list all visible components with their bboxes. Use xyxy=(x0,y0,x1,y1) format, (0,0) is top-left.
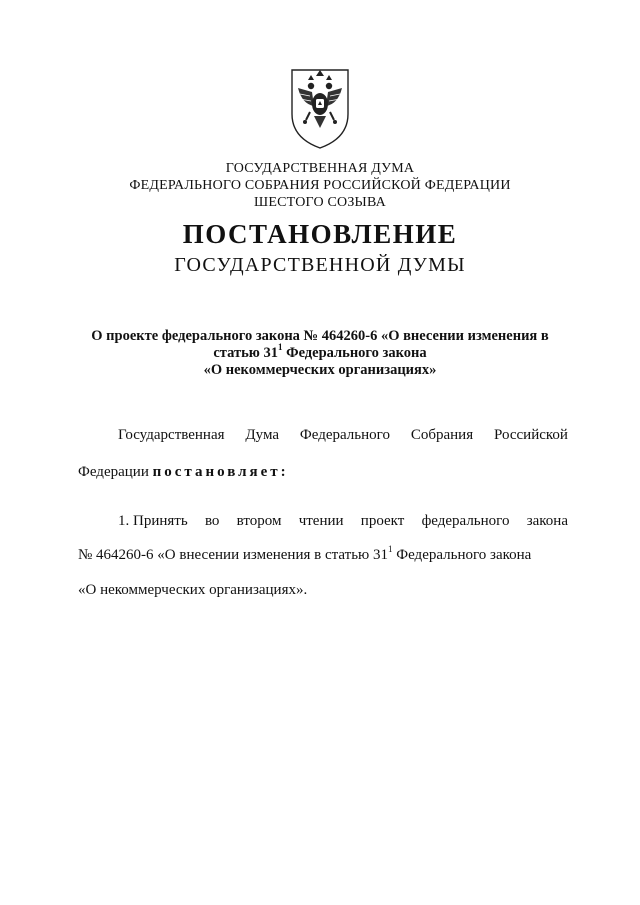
issuing-body-header xyxy=(0,160,640,211)
document-subject xyxy=(0,328,640,379)
subject-line-1: О проекте федерального закона № 464260-6 «О внесении изменения в xyxy=(91,328,549,344)
item-1-line-3: «О некоммерческих организациях». xyxy=(78,582,308,598)
header-line-3: ШЕСТОГО СОЗЫВА xyxy=(254,195,386,210)
item-1-line-1: 1. Принять во втором чтении проект федерального закона xyxy=(118,513,568,529)
item-1-line-2: № 464260-6 «О внесении изменения в статью $31^1$ Федерального закона xyxy=(78,544,532,563)
header-line-1: ГОСУДАРСТВЕННАЯ ДУМА xyxy=(225,161,415,176)
subject-line-2: статью $31^1$ Федерального закона xyxy=(213,342,427,361)
preamble-line-1: Государственная Дума Федерального Собрания Российской xyxy=(118,427,568,443)
item-1-paragraph xyxy=(78,513,568,599)
subject-line-3: «О некоммерческих организациях» xyxy=(203,362,437,378)
state-emblem-icon xyxy=(288,66,352,150)
preamble-line-2: Федерации постановляет: xyxy=(78,464,289,480)
document-issuer-title: ГОСУДАРСТВЕННОЙ ДУМЫ xyxy=(174,254,466,276)
preamble-paragraph xyxy=(78,427,568,481)
header-line-2: ФЕДЕРАЛЬНОГО СОБРАНИЯ РОССИЙСКОЙ ФЕДЕРАЦИИ xyxy=(129,178,511,193)
document-type-title: ПОСТАНОВЛЕНИЕ xyxy=(182,219,458,249)
